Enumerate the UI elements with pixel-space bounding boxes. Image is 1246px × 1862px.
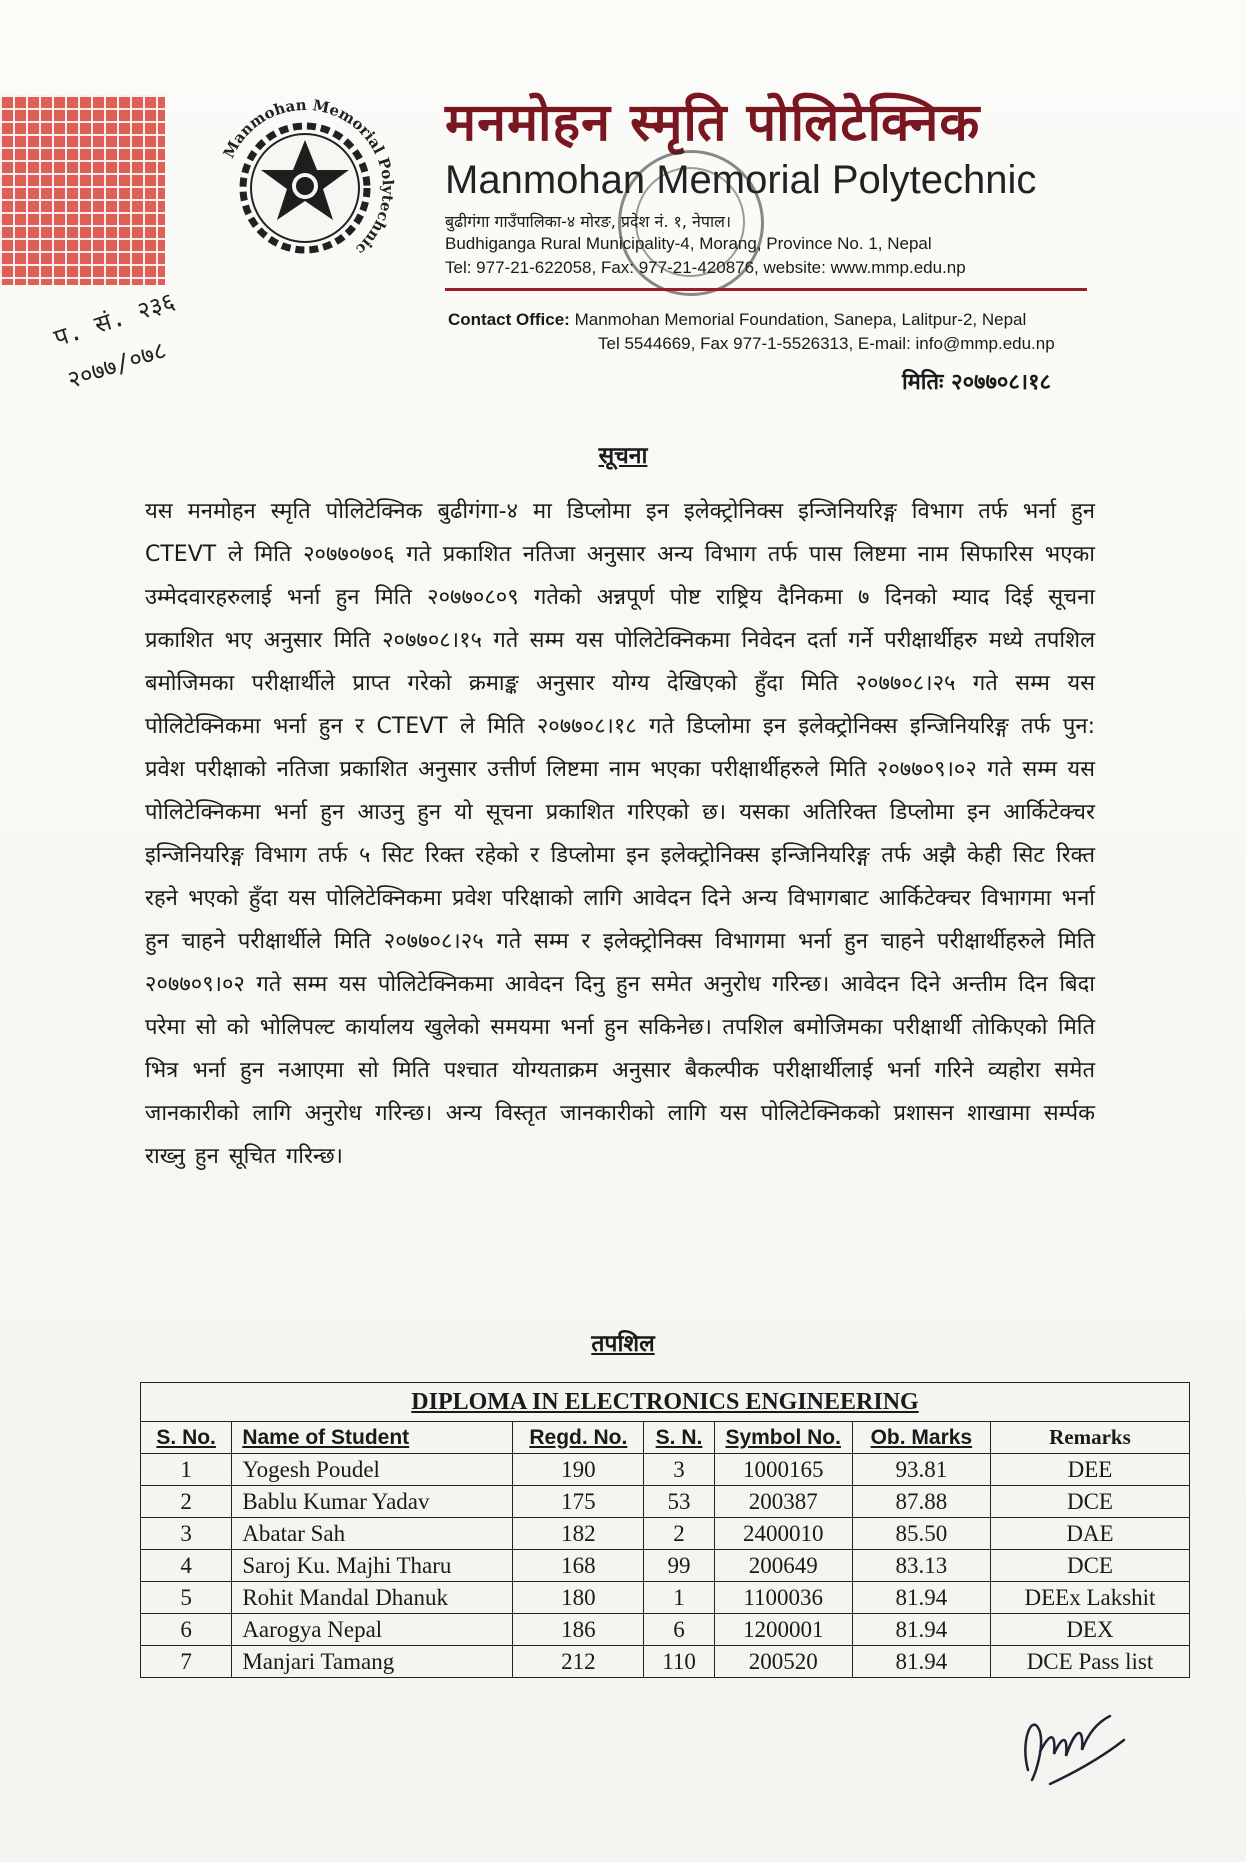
cell-marks: 81.94 <box>852 1646 990 1678</box>
fiscal-year: २०७७/०७८ <box>64 335 170 395</box>
cell-sno: 6 <box>141 1614 232 1646</box>
institution-name-english: Manmohan Memorial Polytechnic <box>445 158 1037 202</box>
telephone-line: Tel: 977-21-622058, Fax: 977-21-420876, website: www.mmp.edu.np <box>445 258 966 277</box>
table-row <box>141 1486 1190 1518</box>
header-sn: S. N. <box>644 1422 714 1454</box>
table-row <box>141 1550 1190 1582</box>
header-symbol: Symbol No. <box>714 1422 852 1454</box>
cell-name: Yogesh Poudel <box>232 1454 513 1486</box>
cell-marks: 87.88 <box>852 1486 990 1518</box>
cell-sn: 2 <box>644 1518 714 1550</box>
header-divider <box>445 288 1087 291</box>
cell-sno: 4 <box>141 1550 232 1582</box>
notice-body: यस मनमोहन स्मृति पोलिटेक्निक बुढीगंगा-४ मा डिप्लोमा इन इलेक्ट्रोनिक्स इन्जिनियरिङ्ग विभाग तर्फ भर्ना हुन CTEVT ले मिति २०७७०७०६ गते प्रकाशित नतिजा अनुसार अन्य विभाग तर्फ पास लिष्टमा नाम सिफारिस भएका उम्मेदवारहरुलाई भर्ना हुन मिति २०७७०८०९ गतेको अन्नपूर्ण पोष्ट राष्ट्रिय दैनिकमा ७ दिनको म्याद दिई सूचना प्रकाशित भए अनुसार मिति २०७७०८।१५ गते सम्म यस पोलिटेक्निकमा निवेदन दर्ता गर्ने परीक्षार्थीहरु मध्ये तपशिल बमोजिमका परीक्षार्थीले प्राप्त गरेको क्रमाङ्क अनुसार योग्य देखिएको हुँदा मिति २०७७०८।२५ गते सम्म यस पोलिटेक्निकमा भर्ना हुन र CTEVT ले मिति २०७७०८।१८ गते डिप्लोमा इन इलेक्ट्रोनिक्स इन्जिनियरिङ्ग तर्फ पुन: प्रवेश परीक्षाको नतिजा प्रकाशित अनुसार उत्तीर्ण लिष्टमा नाम भएका परीक्षार्थीहरुले मिति २०७७०९।०२ गते सम्म यस पोलिटेक्निकमा भर्ना हुन आउनु हुन यो सूचना प्रकाशित गरिएको छ। यसका अतिरिक्त डिप्लोमा इन आर्किटेक्चर इन्जिनियरिङ्ग विभाग तर्फ ५ सिट रिक्त रहेको र डिप्लोमा इन इलेक्ट्रोनिक्स इन्जिनियरिङ्ग तर्फ अझै केही सिट रिक्त रहने भएको हुँदा यस पोलिटेक्निकमा प्रवेश परिक्षाको लागि आवेदन दिने अन्य विभागबाट आर्किटेक्चर विभागमा भर्ना हुन चाहने परीक्षार्थीले मिति २०७७०८।२५ गते सम्म र इलेक्ट्रोनिक्स विभागमा भर्ना हुन चाहने परीक्षार्थीहरुले मिति २०७७०९।०२ गते सम्म यस पोलिटेक्निकमा आवेदन दिनु हुन समेत अनुरोध गरिन्छ। आवेदन दिने अन्तीम दिन बिदा परेमा सो को भोलिपल्ट कार्यालय खुलेको समयमा भर्ना हुन सकिनेछ। तपशिल बमोजिमका परीक्षार्थी तोकिएको मिति भित्र भर्ना हुन नआएमा सो मिति पश्चात योग्यताक्रम अनुसार बैकल्पीक परीक्षार्थीलाई भर्ना गरिने व्यहोरा समेत जानकारीको लागि अनुरोध गरिन्छ। अन्य विस्तृत जानकारीको लागि यस पोलिटेक्निकको प्रशासन शाखामा सर्म्पक राख्नु हुन सूचित गरिन्छ। <box>145 499 1095 1169</box>
institution-name-nepali: मनमोहन स्मृति पोलिटेक्निक <box>445 93 981 153</box>
cell-symbol: 200387 <box>714 1486 852 1518</box>
notice-heading-text: सूचना <box>598 443 648 469</box>
cell-regd: 190 <box>513 1454 644 1486</box>
contact-phone-email: Tel 5544669, Fax 977-1-5526313, E-mail: info@mmp.edu.np <box>598 334 1055 353</box>
cell-remarks: DAE <box>990 1518 1189 1550</box>
cell-sno: 7 <box>141 1646 232 1678</box>
details-heading <box>0 1326 1246 1358</box>
cell-symbol: 1200001 <box>714 1614 852 1646</box>
cell-sn: 6 <box>644 1614 714 1646</box>
cell-symbol: 200649 <box>714 1550 852 1582</box>
cell-sno: 5 <box>141 1582 232 1614</box>
decorative-grid <box>0 95 165 285</box>
contact-office <box>448 308 1088 356</box>
cell-sno: 2 <box>141 1486 232 1518</box>
notice-heading <box>0 438 1246 470</box>
cell-name: Manjari Tamang <box>232 1646 513 1678</box>
table-row <box>141 1518 1190 1550</box>
cell-remarks: DCE <box>990 1550 1189 1582</box>
cell-regd: 182 <box>513 1518 644 1550</box>
table-header-row <box>141 1422 1190 1454</box>
contact-label: Contact Office: <box>448 310 570 329</box>
logo-ring-text: Manmohan Memorial Polytechnic <box>219 95 398 259</box>
table-caption-row <box>141 1383 1190 1422</box>
cell-regd: 186 <box>513 1614 644 1646</box>
cell-marks: 85.50 <box>852 1518 990 1550</box>
table-row <box>141 1614 1190 1646</box>
cell-marks: 81.94 <box>852 1614 990 1646</box>
table-row <box>141 1582 1190 1614</box>
cell-remarks: DEE <box>990 1454 1189 1486</box>
contact-address: Manmohan Memorial Foundation, Sanepa, Lalitpur-2, Nepal <box>574 310 1027 329</box>
cell-sn: 99 <box>644 1550 714 1582</box>
results-table <box>140 1382 1190 1678</box>
cell-name: Abatar Sah <box>232 1518 513 1550</box>
header-remarks: Remarks <box>990 1422 1189 1454</box>
cell-regd: 212 <box>513 1646 644 1678</box>
cell-sno: 3 <box>141 1518 232 1550</box>
cell-regd: 180 <box>513 1582 644 1614</box>
cell-symbol: 1100036 <box>714 1582 852 1614</box>
notice-date: मितिः २०७७०८।१८ <box>901 370 1051 395</box>
signature-icon <box>1010 1692 1130 1792</box>
cell-marks: 83.13 <box>852 1550 990 1582</box>
cell-sn: 53 <box>644 1486 714 1518</box>
address-english: Budhiganga Rural Municipality-4, Morang, Province No. 1, Nepal <box>445 234 932 253</box>
office-stamp <box>618 150 764 296</box>
cell-sn: 1 <box>644 1582 714 1614</box>
reference-note <box>48 279 194 401</box>
cell-sn: 110 <box>644 1646 714 1678</box>
cell-name: Bablu Kumar Yadav <box>232 1486 513 1518</box>
cell-remarks: DEEx Lakshit <box>990 1582 1189 1614</box>
header-marks: Ob. Marks <box>852 1422 990 1454</box>
cell-symbol: 1000165 <box>714 1454 852 1486</box>
cell-regd: 175 <box>513 1486 644 1518</box>
cell-marks: 81.94 <box>852 1582 990 1614</box>
cell-name: Saroj Ku. Majhi Tharu <box>232 1550 513 1582</box>
address-nepali: बुढीगंगा गाउँपालिका-४ मोरङ, प्रदेश नं. १, नेपाल। <box>445 212 732 231</box>
cell-sn: 3 <box>644 1454 714 1486</box>
details-heading-text: तपशिल <box>591 1331 655 1357</box>
cell-symbol: 2400010 <box>714 1518 852 1550</box>
header-name: Name of Student <box>232 1422 513 1454</box>
header-regd: Regd. No. <box>513 1422 644 1454</box>
cell-remarks: DCE Pass list <box>990 1646 1189 1678</box>
header-sno: S. No. <box>141 1422 232 1454</box>
cell-marks: 93.81 <box>852 1454 990 1486</box>
table-row <box>141 1646 1190 1678</box>
table-row <box>141 1454 1190 1486</box>
cell-regd: 168 <box>513 1550 644 1582</box>
cell-name: Rohit Mandal Dhanuk <box>232 1582 513 1614</box>
cell-name: Aarogya Nepal <box>232 1614 513 1646</box>
cell-remarks: DCE <box>990 1486 1189 1518</box>
cell-remarks: DEX <box>990 1614 1189 1646</box>
polytechnic-logo-icon <box>205 88 405 288</box>
reference-number: प. सं. २३६ <box>50 286 179 353</box>
cell-symbol: 200520 <box>714 1646 852 1678</box>
table-caption: DIPLOMA IN ELECTRONICS ENGINEERING <box>141 1383 1190 1422</box>
cell-sno: 1 <box>141 1454 232 1486</box>
letterhead <box>445 92 1095 280</box>
